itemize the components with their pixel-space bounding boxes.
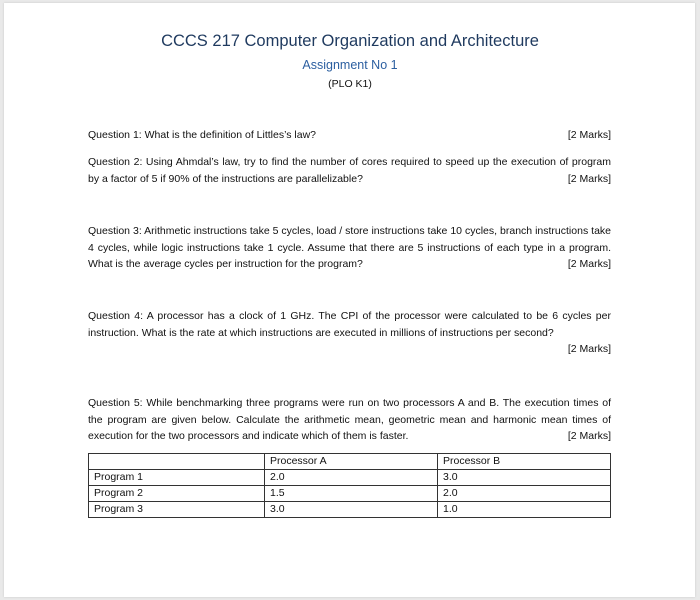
table-cell: 1.0: [438, 502, 611, 518]
question-4-text: Question 4: A processor has a clock of 1 GHz. The CPI of the processor were calculated to be 6 cycles per instruction. What is the rate at which instructions are executed in millions of instructions per second?: [88, 310, 611, 339]
table-cell: Program 2: [89, 486, 265, 502]
document-title: CCCS 217 Computer Organization and Architecture: [161, 32, 539, 50]
question-1: [88, 127, 611, 144]
question-1-text: Question 1: What is the definition of Littles’s law?: [88, 129, 317, 141]
question-5: [88, 395, 611, 445]
table-header-cell: [89, 454, 265, 470]
table-header-row: [89, 454, 611, 470]
table-row: [89, 502, 611, 518]
table-cell: Program 3: [89, 502, 265, 518]
table-header-cell: Processor A: [265, 454, 438, 470]
table-cell: 2.0: [438, 486, 611, 502]
table-cell: 1.5: [265, 486, 438, 502]
question-4: [88, 308, 611, 355]
table-cell: Program 1: [89, 470, 265, 486]
question-5-text: Question 5: While benchmarking three programs were run on two processors A and B. The execution times of the program are given below. Calculate the arithmetic mean, geometric mean and harmonic mean times of execution for the two processors and indicate which of them is faster.: [88, 397, 611, 442]
question-4-marks: [2 Marks]: [567, 343, 611, 355]
question-2-marks: [2 Marks]: [567, 172, 611, 185]
table-header-cell: Processor B: [438, 454, 611, 470]
table-cell: 2.0: [265, 470, 438, 486]
question-2: [88, 154, 611, 187]
table-row: [89, 470, 611, 486]
plo-label: (PLO K1): [328, 78, 372, 90]
question-2-text: Question 2: Using Ahmdal’s law, try to find the number of cores required to speed up the execution of program by a factor of 5 if 90% of the instructions are parallelizable?: [88, 156, 611, 185]
question-5-marks: [2 Marks]: [567, 430, 611, 442]
question-3-text: Question 3: Arithmetic instructions take 5 cycles, load / store instructions take 10 cycles, branch instructions take 4 cycles, while logic instructions take 1 cycle. Assume that there are 5 instructions of each type in a program. What is the average cycles per instruction for the program?: [88, 225, 611, 270]
assignment-subtitle: Assignment No 1: [302, 58, 398, 72]
table-row: [89, 486, 611, 502]
question-1-marks: [2 Marks]: [567, 129, 611, 141]
question-3: [88, 223, 611, 273]
question-3-marks: [2 Marks]: [567, 258, 611, 270]
table-cell: 3.0: [265, 502, 438, 518]
table-cell: 3.0: [438, 470, 611, 486]
execution-times-table: [88, 453, 611, 518]
